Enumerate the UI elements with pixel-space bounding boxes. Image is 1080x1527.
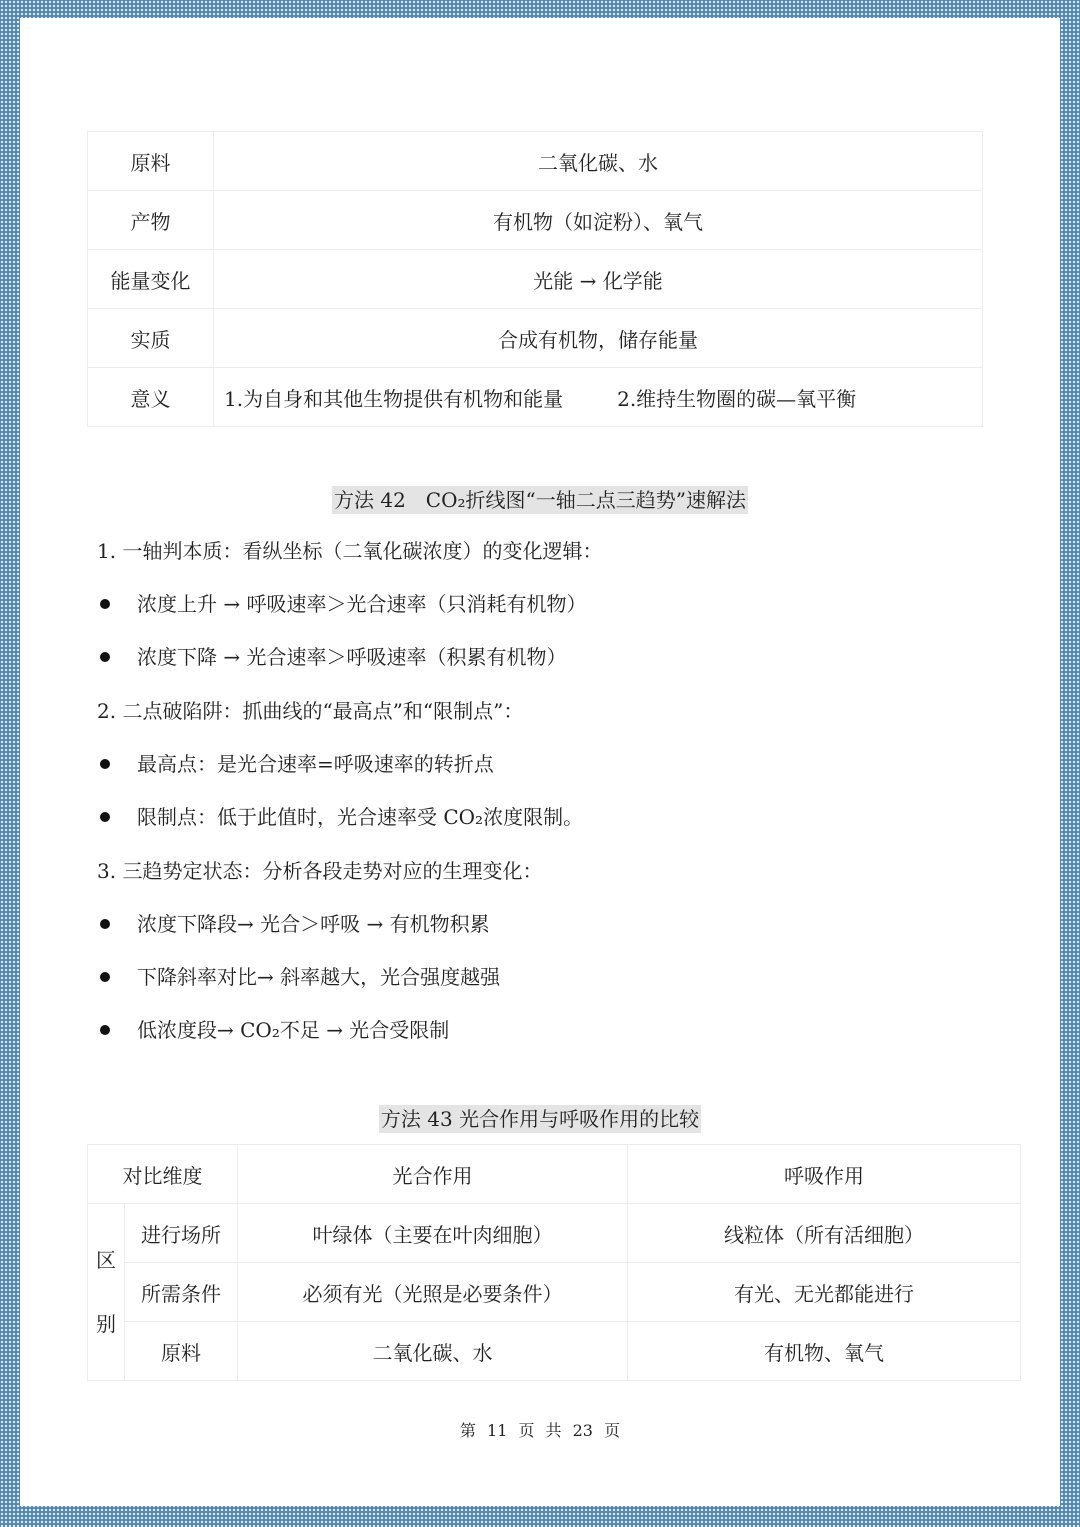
page-footer: 第 11 页 共 23 页 [459, 1421, 621, 1440]
row-value: 二氧化碳、水 [214, 132, 983, 191]
bullet-dot-icon [100, 652, 110, 662]
bullet-text: 浓度下降 → 光合速率＞呼吸速率（积累有机物） [137, 645, 567, 669]
photosynthesis-cell: 必须有光（光照是必要条件） [238, 1263, 628, 1322]
section-heading: 1. 一轴判本质：看纵坐标（二氧化碳浓度）的变化逻辑： [97, 539, 603, 563]
photosynthesis-cell: 叶绿体（主要在叶肉细胞） [238, 1204, 628, 1263]
respiration-cell: 有光、无光都能进行 [628, 1263, 1021, 1322]
column-header: 对比维度 [88, 1145, 238, 1204]
bullet-dot-icon [100, 972, 110, 982]
section-heading: 3. 三趋势定状态：分析各段走势对应的生理变化： [97, 859, 543, 883]
table-row [88, 250, 983, 309]
row-value: 有机物（如淀粉）、氧气 [214, 191, 983, 250]
photosynthesis-cell: 二氧化碳、水 [238, 1322, 628, 1381]
row-value: 光能 → 化学能 [214, 250, 983, 309]
dimension-cell: 所需条件 [125, 1263, 238, 1322]
table-row [88, 368, 983, 427]
table-row [88, 191, 983, 250]
bullet-text: 下降斜率对比→ 斜率越大，光合强度越强 [137, 965, 501, 989]
bullet-text: 低浓度段→ CO₂不足 → 光合受限制 [137, 1018, 450, 1042]
table-header-row [88, 1145, 1021, 1204]
bullet-dot-icon [100, 759, 110, 769]
row-label: 能量变化 [88, 250, 214, 309]
bullet-text: 浓度下降段→ 光合＞呼吸 → 有机物积累 [137, 912, 490, 936]
row-value: 合成有机物，储存能量 [214, 309, 983, 368]
method-43-title: 方法 43 光合作用与呼吸作用的比较 [380, 1107, 700, 1131]
row-value [214, 368, 983, 427]
meaning-part-2: 2.维持生物圈的碳—氧平衡 [617, 386, 857, 411]
row-label: 实质 [88, 309, 214, 368]
bullet-text: 最高点：是光合速率=呼吸速率的转折点 [137, 752, 494, 776]
bullet-text: 浓度上升 → 呼吸速率＞光合速率（只消耗有机物） [137, 592, 587, 616]
respiration-cell: 有机物、氧气 [628, 1322, 1021, 1381]
bullet-dot-icon [100, 599, 110, 609]
photosynthesis-summary-table [87, 131, 983, 427]
table-row [88, 1322, 1021, 1381]
table-row [88, 309, 983, 368]
column-header: 呼吸作用 [628, 1145, 1021, 1204]
bullet-text: 限制点：低于此值时，光合速率受 CO₂浓度限制。 [137, 805, 584, 829]
meaning-part-1: 1.为自身和其他生物提供有机物和能量 [224, 386, 564, 411]
bullet-dot-icon [100, 812, 110, 822]
document-page [20, 18, 1060, 1506]
row-label: 意义 [88, 368, 214, 427]
respiration-cell: 线粒体（所有活细胞） [628, 1204, 1021, 1263]
row-label: 产物 [88, 191, 214, 250]
table-row [88, 1204, 1021, 1263]
comparison-table [87, 1144, 1021, 1381]
table-row [88, 1263, 1021, 1322]
table-row [88, 132, 983, 191]
bullet-dot-icon [100, 919, 110, 929]
group-label: 区别 [88, 1204, 125, 1381]
bullet-dot-icon [100, 1025, 110, 1035]
dimension-cell: 进行场所 [125, 1204, 238, 1263]
column-header: 光合作用 [238, 1145, 628, 1204]
section-heading: 2. 二点破陷阱：抓曲线的“最高点”和“限制点”： [97, 699, 524, 723]
row-label: 原料 [88, 132, 214, 191]
dimension-cell: 原料 [125, 1322, 238, 1381]
method-42-title: 方法 42 CO₂折线图“一轴二点三趋势”速解法 [334, 488, 746, 512]
